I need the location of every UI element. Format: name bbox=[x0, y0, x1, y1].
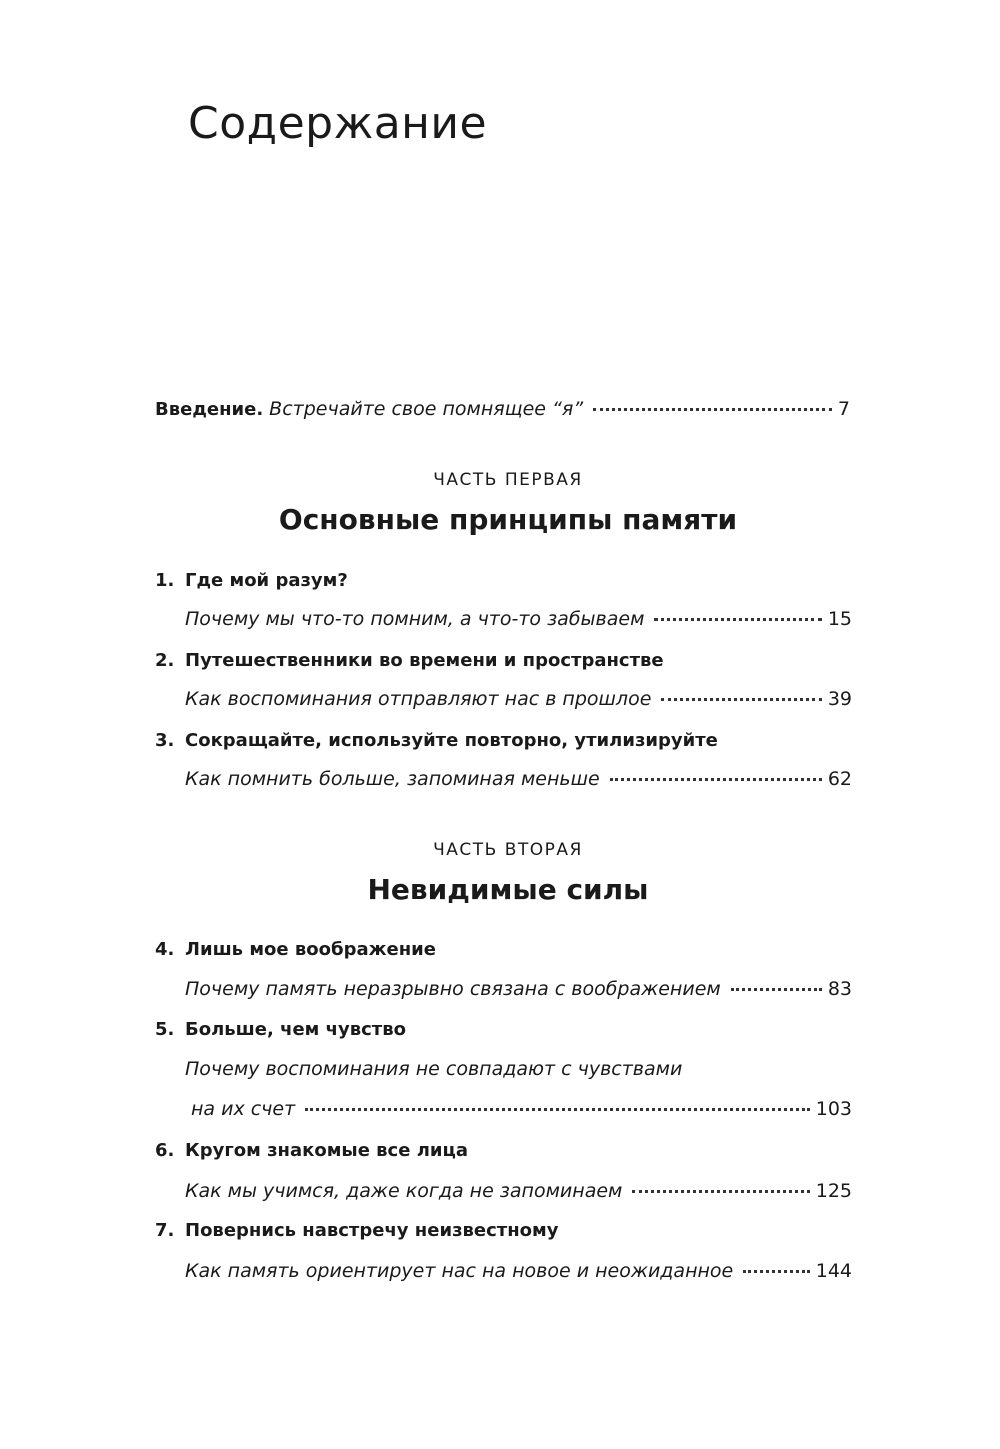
chapter-subtitle-line: Почему воспоминания не совпадают с чувствами bbox=[185, 1058, 683, 1080]
chapter-subtitle-row[interactable] bbox=[185, 1180, 852, 1203]
chapter-number: 1. bbox=[155, 570, 175, 591]
chapter-title: Лишь мое воображение bbox=[185, 939, 436, 960]
chapter-subtitle: Как мы учимся, даже когда не запоминаем bbox=[185, 1180, 623, 1202]
chapter-number: 4. bbox=[155, 939, 175, 960]
chapter-subtitle: Как память ориентирует нас на новое и неожиданное bbox=[185, 1260, 734, 1282]
chapter-title-row[interactable] bbox=[155, 730, 718, 752]
part-heading: Невидимые силы bbox=[367, 873, 649, 906]
part-label: ЧАСТЬ ВТОРАЯ bbox=[433, 840, 583, 860]
chapter-subtitle-row[interactable] bbox=[185, 978, 852, 1001]
chapter-number: 7. bbox=[155, 1220, 175, 1241]
chapter-number: 3. bbox=[155, 730, 175, 751]
dot-leader bbox=[610, 778, 822, 781]
part-heading: Основные принципы памяти bbox=[278, 503, 738, 536]
chapter-number: 6. bbox=[155, 1140, 175, 1161]
dot-leader bbox=[593, 408, 832, 411]
chapter-title-row[interactable] bbox=[155, 570, 348, 592]
chapter-subtitle-row[interactable] bbox=[185, 768, 852, 791]
chapter-title: Путешественники во времени и пространстве bbox=[185, 650, 664, 671]
page-number: 15 bbox=[827, 608, 852, 630]
dot-leader bbox=[661, 698, 821, 701]
chapter-subtitle-continuation: на их счет bbox=[191, 1098, 296, 1120]
chapter-number: 2. bbox=[155, 650, 175, 671]
page-number: 144 bbox=[815, 1260, 852, 1282]
intro-title: Встречайте свое помнящее “я” bbox=[269, 398, 584, 420]
chapter-number: 5. bbox=[155, 1019, 175, 1040]
dot-leader bbox=[305, 1108, 810, 1111]
page-number: 39 bbox=[827, 688, 852, 710]
dot-leader bbox=[743, 1270, 810, 1273]
page-title: Содержание bbox=[188, 98, 488, 149]
chapter-title-row[interactable] bbox=[155, 1019, 406, 1041]
chapter-title-row[interactable] bbox=[155, 650, 664, 672]
dot-leader bbox=[731, 988, 822, 991]
chapter-title: Где мой разум? bbox=[185, 570, 348, 591]
page-number: 103 bbox=[815, 1098, 852, 1120]
chapter-subtitle-row[interactable] bbox=[185, 608, 852, 631]
dot-leader bbox=[632, 1190, 809, 1193]
chapter-subtitle: Как помнить больше, запоминая меньше bbox=[185, 768, 600, 790]
chapter-title-row[interactable] bbox=[155, 1220, 558, 1242]
page-number: 83 bbox=[827, 978, 852, 1000]
toc-intro-entry[interactable] bbox=[155, 398, 850, 421]
chapter-title: Больше, чем чувство bbox=[185, 1019, 406, 1040]
chapter-title: Кругом знакомые все лица bbox=[185, 1140, 468, 1161]
intro-label: Введение. bbox=[155, 399, 264, 420]
chapter-subtitle: Как воспоминания отправляют нас в прошлое bbox=[185, 688, 652, 710]
page-number: 7 bbox=[837, 398, 850, 420]
page-number: 125 bbox=[815, 1180, 852, 1202]
chapter-subtitle-row[interactable] bbox=[185, 1098, 852, 1121]
chapter-title-row[interactable] bbox=[155, 939, 436, 961]
chapter-subtitle: Почему память неразрывно связана с воображением bbox=[185, 978, 721, 1000]
dot-leader bbox=[654, 618, 821, 621]
chapter-title: Повернись навстречу неизвестному bbox=[185, 1220, 559, 1241]
chapter-title: Сокращайте, используйте повторно, утилизируйте bbox=[185, 730, 718, 751]
chapter-subtitle-row[interactable] bbox=[185, 688, 852, 711]
chapter-subtitle: Почему мы что-то помним, а что-то забываем bbox=[185, 608, 645, 630]
chapter-title-row[interactable] bbox=[155, 1140, 468, 1162]
page-number: 62 bbox=[827, 768, 852, 790]
part-label: ЧАСТЬ ПЕРВАЯ bbox=[433, 470, 583, 490]
chapter-subtitle-row[interactable] bbox=[185, 1260, 852, 1283]
